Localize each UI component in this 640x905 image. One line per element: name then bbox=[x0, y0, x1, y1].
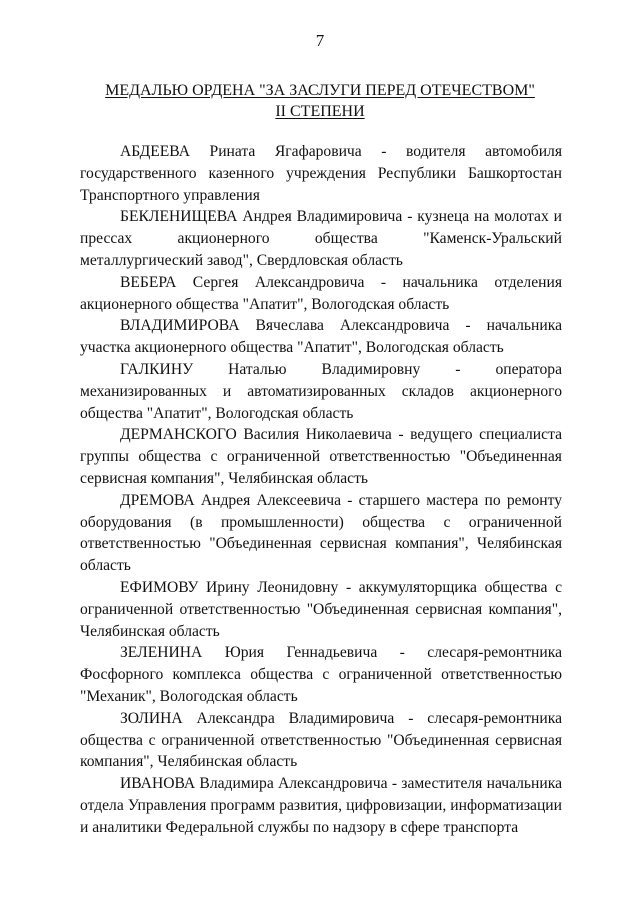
award-heading-line-2: II СТЕПЕНИ bbox=[275, 103, 365, 120]
award-heading-line-1: МЕДАЛЬЮ ОРДЕНА "ЗА ЗАСЛУГИ ПЕРЕД ОТЕЧЕСТВОМ" bbox=[105, 82, 535, 99]
page-number: 7 bbox=[315, 31, 325, 50]
awardee-entry: ВЕБЕРА Сергея Александровича - начальника отделения акционерного общества "Апатит", Вологодская область bbox=[80, 273, 562, 313]
awardee-entry: ДРЕМОВА Андрея Алексеевича - старшего мастера по ремонту оборудования (в промышленности) общества с ограниченной ответственностью "Объединенная сервисная компания", Челябинская область bbox=[80, 491, 562, 575]
awardee-entry: ВЛАДИМИРОВА Вячеслава Александровича - начальника участка акционерного общества "Апатит", Вологодская область bbox=[80, 317, 562, 357]
awardee-entry: ИВАНОВА Владимира Александровича - заместителя начальника отдела Управления программ развития, цифровизации, информатизации и аналитики Федеральной службы по надзору в сфере транспорта bbox=[80, 775, 562, 836]
awardee-entry: ЕФИМОВУ Ирину Леонидовну - аккумуляторщика общества с ограниченной ответственностью "Объединенная сервисная компания", Челябинская область bbox=[80, 578, 562, 640]
awardee-entry: АБДЕЕВА Рината Ягафаровича - водителя автомобиля государственного казенного учреждения Республики Башкортостан Транспортного управления bbox=[80, 143, 562, 204]
awardee-entry: БЕКЛЕНИЩЕВА Андрея Владимировича - кузнеца на молотах и прессах акционерного общества "Каменск-Уральский металлургический завод", Свердловская область bbox=[80, 208, 562, 269]
awardee-entry: ДЕРМАНСКОГО Василия Николаевича - ведущего специалиста группы общества с ограниченной ответственностью "Объединенная сервисная компания", Челябинская область bbox=[80, 426, 562, 487]
awardee-list bbox=[80, 141, 562, 839]
awardee-entry: ЗОЛИНА Александра Владимировича - слесаря-ремонтника общества с ограниченной ответственностью "Объединенная сервисная компания", Челябинская область bbox=[80, 709, 562, 771]
awardee-entry: ГАЛКИНУ Наталью Владимировну - оператора механизированных и автоматизированных складов акционерного общества "Апатит", Вологодская область bbox=[80, 360, 562, 422]
award-heading bbox=[60, 80, 580, 122]
awardee-entry: ЗЕЛЕНИНА Юрия Геннадьевича - слесаря-ремонтника Фосфорного комплекса общества с ограниченной ответственностью "Механик", Вологодская область bbox=[80, 644, 562, 705]
